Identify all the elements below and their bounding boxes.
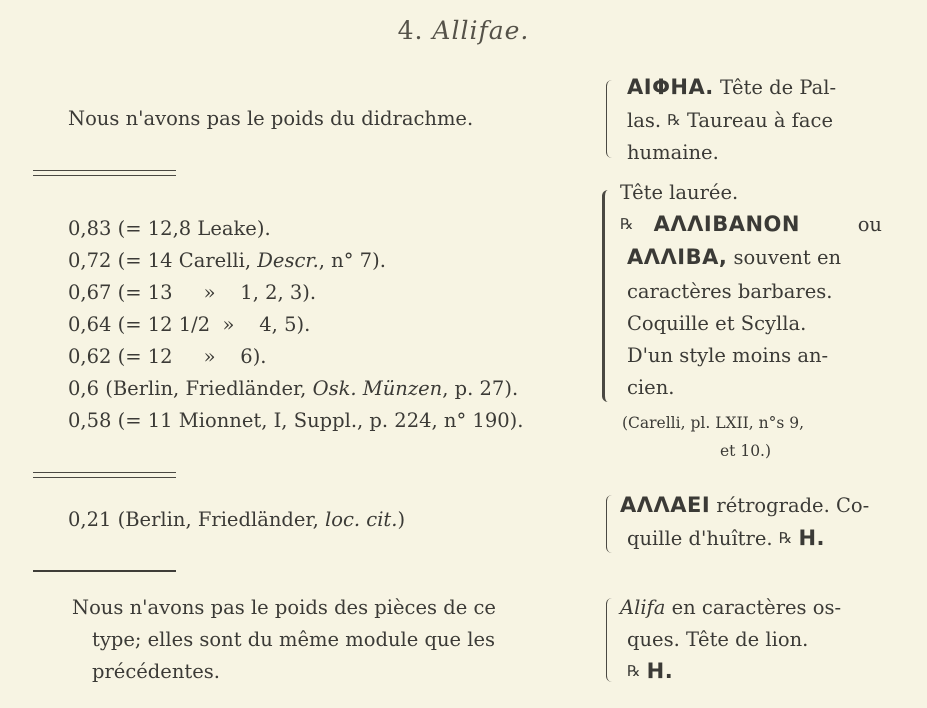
weight-row: 0,21 (Berlin, Friedländer, loc. cit.) <box>68 508 406 531</box>
weight-row: 0,6 (Berlin, Friedländer, Osk. Münzen, p. 27). <box>68 377 519 400</box>
double-rule-1 <box>33 170 176 176</box>
coin-desc-1-line-1: ΑΙΦΗΑ. Tête de Pal- <box>627 75 837 99</box>
coin-legend-1: ΑΙΦΗΑ. <box>627 75 714 99</box>
coin-desc-3-line-2: quille d'huître. ℞ Η. <box>627 526 826 550</box>
weight-row: 0,67 (= 13 » 1, 2, 3). <box>68 281 317 304</box>
section-heading <box>0 16 927 45</box>
coin-legend-3: ΑΛΛΑΕΙ <box>620 493 711 517</box>
heading-name: Allifae. <box>432 16 530 45</box>
weight-row: 0,72 (= 14 Carelli, Descr., n° 7). <box>68 249 386 272</box>
brace-1 <box>606 80 614 158</box>
coin-legend-2a: ΑΛΛΙΒΑΝΟΝ <box>653 212 800 236</box>
coin-desc-2-line-4: caractères barbares. <box>627 280 833 303</box>
module-note-line-2: type; elles sont du même module que les <box>92 628 496 651</box>
coin-desc-2-line-1: Tête laurée. <box>620 181 739 204</box>
carelli-reference-line-2: et 10.) <box>720 442 772 460</box>
brace-4 <box>606 598 614 682</box>
reverse-symbol: ℞ <box>620 215 634 233</box>
module-note-line-1: Nous n'avons pas le poids des pièces de ce <box>72 596 496 619</box>
coin-legend-2b: ΑΛΛΙΒΑ, <box>627 245 728 269</box>
coin-desc-4-line-3: ℞ Η. <box>627 659 674 683</box>
coin-desc-2-line-6: D'un style moins an- <box>627 344 829 367</box>
coin-desc-4-line-2: ques. Tête de lion. <box>627 628 809 651</box>
module-note-line-3: précédentes. <box>92 660 220 683</box>
coin-desc-1-line-3: humaine. <box>627 141 719 164</box>
heading-number: 4. <box>397 16 424 45</box>
brace-2 <box>602 190 612 402</box>
weight-row: 0,58 (= 11 Mionnet, I, Suppl., p. 224, n° 190). <box>68 409 524 432</box>
coin-desc-2-line-3: ΑΛΛΙΒΑ, souvent en <box>627 245 842 269</box>
carelli-reference-line-1: (Carelli, pl. LXII, n°s 9, <box>622 414 805 432</box>
weight-row: 0,64 (= 12 1/2 » 4, 5). <box>68 313 311 336</box>
brace-3 <box>606 495 614 553</box>
single-rule <box>33 570 176 572</box>
coin-desc-3-line-1: ΑΛΛΑΕΙ rétrograde. Co- <box>620 493 870 517</box>
didrachm-weight-note: Nous n'avons pas le poids du didrachme. <box>68 107 474 130</box>
weight-row: 0,83 (= 12,8 Leake). <box>68 217 271 240</box>
coin-desc-4-line-1: Alifa en caractères os- <box>620 596 842 619</box>
reverse-symbol: ℞ <box>778 529 793 547</box>
coin-desc-2-line-5: Coquille et Scylla. <box>627 312 807 335</box>
reverse-symbol: ℞ <box>667 111 681 129</box>
weight-row: 0,62 (= 12 » 6). <box>68 345 267 368</box>
double-rule-2 <box>33 472 176 478</box>
reverse-symbol: ℞ <box>627 662 641 680</box>
coin-desc-2-line-7: cien. <box>627 376 675 399</box>
coin-desc-1-line-2: las. ℞ Taureau à face <box>627 109 833 132</box>
alifa-legend: Alifa <box>620 596 666 619</box>
coin-desc-2-line-2: ℞ ΑΛΛΙΒΑΝΟΝ ou <box>620 212 882 236</box>
